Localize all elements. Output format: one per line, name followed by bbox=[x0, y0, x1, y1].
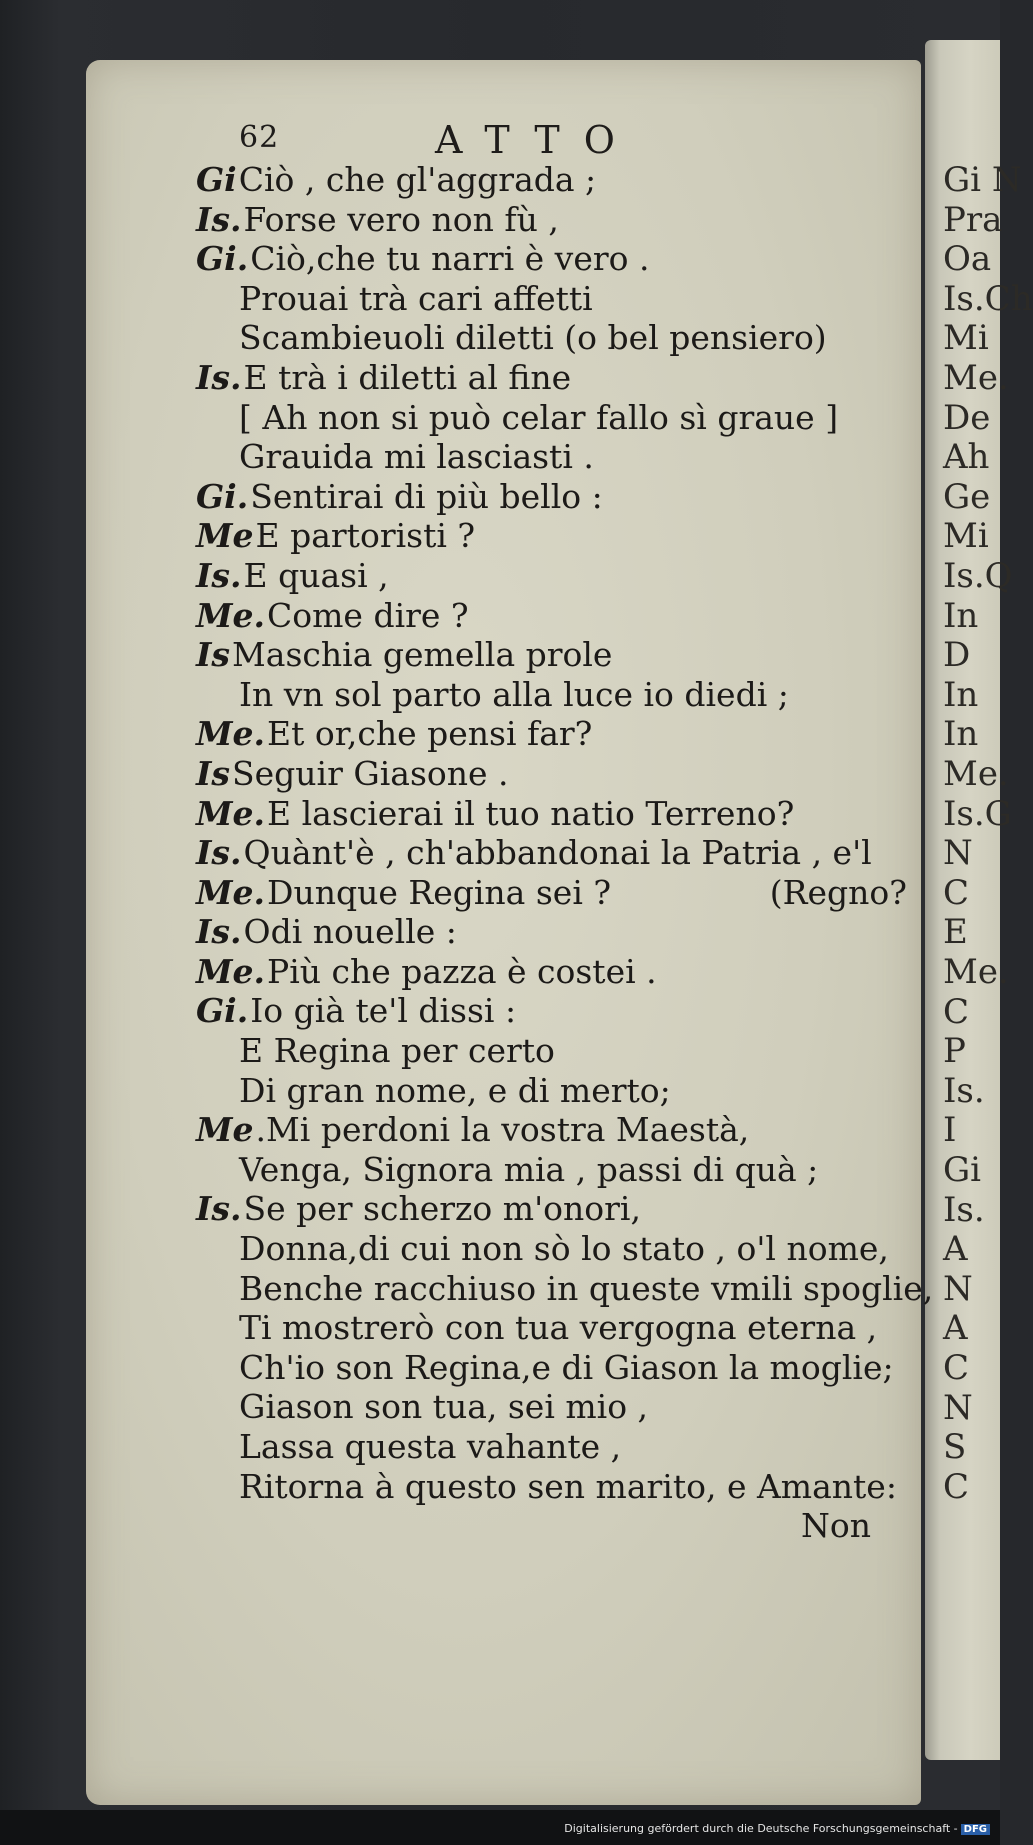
speaker-label: Me bbox=[196, 516, 254, 556]
adjacent-page-fragment: Gi bbox=[943, 1150, 982, 1190]
verse-line bbox=[196, 873, 911, 913]
verse-text: Quànt'è , ch'abbandonai la Patria , e'l bbox=[243, 833, 872, 873]
adjacent-page-fragment: N bbox=[943, 1268, 973, 1309]
verse-text: Più che pazza è costei . bbox=[267, 951, 657, 991]
verse-line bbox=[196, 1110, 911, 1150]
adjacent-page-fragment: Me. bbox=[943, 952, 1009, 992]
verse-line bbox=[196, 358, 911, 398]
verse-text: Ritorna à questo sen marito, e Amante: bbox=[239, 1466, 897, 1506]
adjacent-page-fragment: Is. bbox=[943, 1189, 985, 1230]
play-text bbox=[196, 160, 934, 1546]
verse-text: Scambieuoli diletti (o bel pensiero) bbox=[239, 318, 827, 358]
verse-text: Grauida mi lasciasti . bbox=[239, 437, 594, 477]
page-number: 62 bbox=[239, 120, 280, 155]
verse-line bbox=[196, 1427, 911, 1467]
speaker-label: Gi. bbox=[196, 476, 249, 516]
speaker-label: Is bbox=[196, 635, 231, 675]
verse-line bbox=[196, 437, 911, 477]
verse-text: Lassa questa vahante , bbox=[239, 1427, 622, 1466]
verse-line bbox=[196, 991, 911, 1031]
adjacent-page-fragment: C bbox=[943, 1348, 970, 1388]
speaker-label: Gi bbox=[196, 160, 237, 199]
adjacent-page-fragment: C bbox=[943, 991, 970, 1032]
speaker-label: Is. bbox=[196, 1189, 242, 1229]
verse-line bbox=[196, 833, 911, 873]
adjacent-page-fragment: In bbox=[943, 714, 979, 755]
speaker-label: Me. bbox=[196, 714, 266, 754]
adjacent-page-fragment: In bbox=[943, 674, 979, 715]
speaker-label: Me. bbox=[196, 595, 266, 635]
verse-text: Seguir Giasone . bbox=[232, 753, 509, 793]
adjacent-page-fragment: E bbox=[943, 912, 968, 953]
adjacent-page-fragment: I bbox=[943, 1110, 957, 1151]
verse-line bbox=[196, 1268, 934, 1309]
verse-line bbox=[196, 1387, 911, 1427]
speaker-label: Me. bbox=[196, 793, 266, 833]
verse-line bbox=[196, 1229, 911, 1269]
verse-text: Se per scherzo m'onori, bbox=[243, 1189, 641, 1229]
adjacent-page-fragment: C bbox=[943, 1466, 970, 1507]
speaker-label: Me bbox=[196, 1110, 254, 1150]
verse-line bbox=[196, 318, 911, 358]
verse-line bbox=[196, 477, 911, 517]
adjacent-page-fragment: Ge bbox=[943, 476, 991, 517]
adjacent-page-fragment: De bbox=[943, 397, 991, 438]
verse-text: [ Ah non si può celar fallo sì graue ] bbox=[239, 397, 839, 437]
verse-text: Ti mostrerò con tua vergogna eterna , bbox=[239, 1308, 878, 1348]
adjacent-page-fragment: Gi N bbox=[943, 160, 1022, 200]
verse-text: E lascierai il tuo natio Terreno? bbox=[267, 793, 795, 833]
speaker-label: Is. bbox=[196, 199, 242, 239]
adjacent-page-fragment: N bbox=[943, 1387, 973, 1428]
verse-line bbox=[196, 398, 911, 438]
verse-text: E Regina per certo bbox=[239, 1031, 555, 1071]
adjacent-page-fragment: Is.Ch bbox=[943, 278, 1033, 319]
verse-text: Ch'io son Regina,e di Giason la moglie; bbox=[239, 1347, 894, 1387]
verse-text: Benche racchiuso in queste vmili spoglie, bbox=[239, 1268, 934, 1308]
speaker-label: Is. bbox=[196, 555, 242, 595]
adjacent-page-fragment: Me. bbox=[943, 358, 1009, 398]
verse-line bbox=[196, 1308, 911, 1348]
adjacent-page-fragment: N bbox=[943, 833, 973, 874]
turnover-word: (Regno? bbox=[769, 872, 907, 912]
catchword: Non bbox=[801, 1506, 871, 1546]
verse-line bbox=[196, 912, 911, 952]
verse-text: E trà i diletti al fine bbox=[243, 357, 572, 397]
verse-text: Ciò,che tu narri è vero . bbox=[250, 239, 650, 279]
credit-text: Digitalisierung gefördert durch die Deutsche Forschungsgemeinschaft - bbox=[564, 1822, 958, 1835]
verse-text: Odi nouelle : bbox=[243, 912, 457, 952]
verse-line bbox=[196, 1467, 911, 1507]
verse-line bbox=[196, 596, 911, 636]
verse-text: Come dire ? bbox=[267, 595, 469, 635]
verse-line bbox=[196, 635, 911, 675]
verse-line bbox=[196, 1150, 911, 1190]
speaker-label: Me. bbox=[196, 872, 266, 912]
adjacent-page-edge bbox=[925, 40, 1033, 1760]
verse-text: Forse vero non fù , bbox=[243, 199, 559, 239]
adjacent-page-fragment: Is.Q bbox=[943, 556, 1013, 596]
verse-line bbox=[196, 239, 911, 279]
adjacent-page-fragment: D bbox=[943, 635, 971, 676]
verse-line bbox=[196, 160, 911, 200]
speaker-label: Is bbox=[196, 753, 231, 793]
adjacent-page-fragment: P bbox=[943, 1031, 966, 1072]
verse-line bbox=[196, 556, 911, 596]
digitization-credit bbox=[564, 1822, 990, 1835]
verse-line bbox=[196, 952, 911, 992]
verse-text: Giason son tua, sei mio , bbox=[239, 1387, 649, 1427]
verse-line bbox=[196, 1189, 911, 1229]
adjacent-page-fragment: C bbox=[943, 872, 970, 913]
adjacent-page-fragment: Mi bbox=[943, 318, 989, 359]
adjacent-page-fragment: Is.G bbox=[943, 793, 1012, 834]
adjacent-page-fragment: A bbox=[943, 1308, 968, 1349]
verse-text: Maschia gemella prole bbox=[232, 635, 613, 675]
verse-text: .Mi perdoni la vostra Maestà, bbox=[255, 1110, 750, 1150]
verse-text: Prouai trà cari affetti bbox=[239, 278, 593, 318]
verse-text: Donna,di cui non sò lo stato , o'l nome, bbox=[239, 1229, 889, 1269]
verse-text: Sentirai di più bello : bbox=[250, 476, 603, 516]
speaker-label: Gi. bbox=[196, 991, 249, 1031]
verse-text: Di gran nome, e di merto; bbox=[239, 1070, 671, 1110]
speaker-label: Is. bbox=[196, 357, 242, 397]
adjacent-page-fragment: Ah bbox=[943, 437, 990, 478]
verse-line bbox=[196, 279, 911, 319]
speaker-label: Is. bbox=[196, 833, 242, 873]
verse-line bbox=[196, 1071, 911, 1111]
speaker-label: Gi. bbox=[196, 239, 249, 279]
verse-text: Et or,che pensi far? bbox=[267, 714, 593, 754]
verse-text: Venga, Signora mia , passi di quà ; bbox=[239, 1149, 819, 1189]
speaker-label: Is. bbox=[196, 912, 242, 952]
running-title: ATTO bbox=[435, 118, 639, 162]
adjacent-page-fragment: S bbox=[943, 1427, 967, 1468]
adjacent-page-fragment: In bbox=[943, 595, 979, 636]
speaker-label: Me. bbox=[196, 951, 266, 991]
adjacent-page-fragment: A bbox=[943, 1229, 968, 1270]
verse-line bbox=[196, 675, 911, 715]
verse-text: Io già te'l dissi : bbox=[250, 991, 517, 1031]
verse-line bbox=[196, 794, 911, 834]
adjacent-page-fragment: Pra bbox=[943, 199, 1003, 240]
adjacent-page-fragment: Oa bbox=[943, 239, 992, 280]
adjacent-page-fragment: Mi bbox=[943, 516, 989, 557]
verse-line bbox=[196, 1348, 911, 1388]
verse-text: Dunque Regina sei ? bbox=[267, 872, 612, 912]
adjacent-page-fragment: Me. bbox=[943, 754, 1009, 794]
verse-text: E partoristi ? bbox=[255, 516, 476, 556]
verse-text: Ciò , che gl'aggrada ; bbox=[238, 160, 597, 199]
verse-text: In vn sol parto alla luce io diedi ; bbox=[239, 674, 789, 714]
verse-line bbox=[196, 516, 911, 556]
adjacent-page-fragment: Is. bbox=[943, 1070, 985, 1111]
verse-line bbox=[196, 1031, 911, 1071]
verse-line bbox=[196, 200, 911, 240]
verse-text: E quasi , bbox=[243, 555, 389, 595]
dfg-logo: DFG bbox=[961, 1824, 990, 1835]
verse-line bbox=[196, 714, 911, 754]
verse-line bbox=[196, 754, 911, 794]
